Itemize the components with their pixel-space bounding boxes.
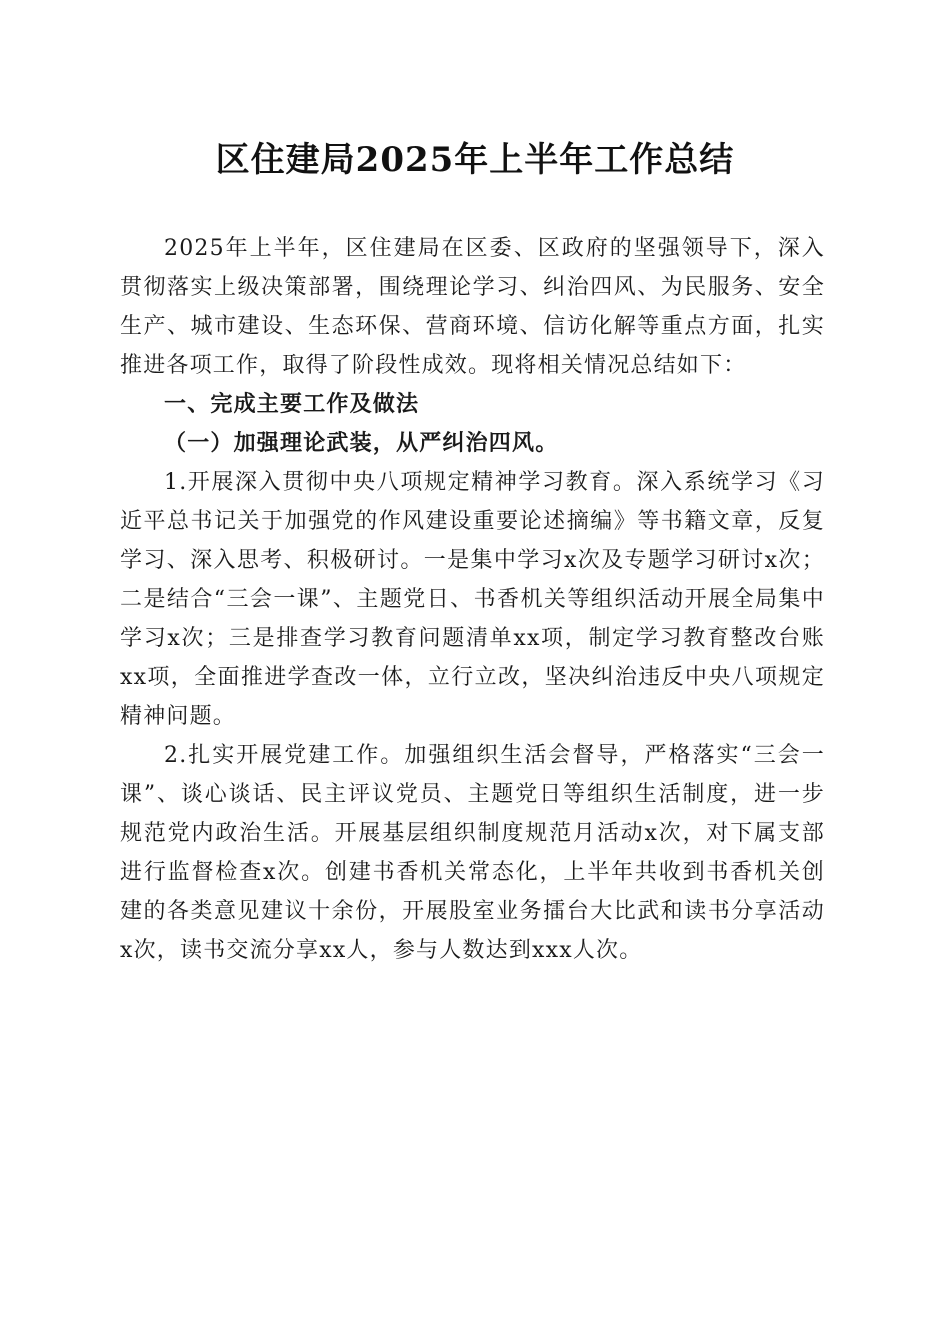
intro-paragraph: 2025年上半年，区住建局在区委、区政府的坚强领导下，深入贯彻落实上级决策部署，围绕理论学习、纠治四风、为民服务、安全生产、城市建设、生态环保、营商环境、信访化解等重点方面，扎实推进各项工作，取得了阶段性成效。现将相关情况总结如下： bbox=[120, 236, 825, 378]
section-heading-1: 一、完成主要工作及做法 bbox=[164, 392, 420, 417]
subsection-heading-1: （一）加强理论武装，从严纠治四风。 bbox=[164, 430, 559, 456]
item-paragraph-1: 1.开展深入贯彻中央八项规定精神学习教育。深入系统学习《习近平总书记关于加强党的作风建设重要论述摘编》等书籍文章，反复学习、深入思考、积极研讨。一是集中学习x次及专题学习研讨x次；二是结合“三会一课”、主题党日、书香机关等组织活动开展全局集中学习x次；三是排查学习教育问题清单xx项，制定学习教育整改台账xx项，全面推进学查改一体，立行立改，坚决纠治违反中央八项规定精神问题。 bbox=[120, 470, 825, 729]
item-paragraph-2: 2.扎实开展党建工作。加强组织生活会督导，严格落实“三会一课”、谈心谈话、民主评议党员、主题党日等组织生活制度，进一步规范党内政治生活。开展基层组织制度规范月活动x次，对下属支部进行监督检查x次。创建书香机关常态化，上半年共收到书香机关创建的各类意见建议十余份，开展股室业务擂台大比武和读书分享活动x次，读书交流分享xx人，参与人数达到xxx人次。 bbox=[120, 743, 825, 963]
document-title: 区住建局2025年上半年工作总结 bbox=[215, 140, 735, 180]
document-body bbox=[120, 229, 825, 970]
